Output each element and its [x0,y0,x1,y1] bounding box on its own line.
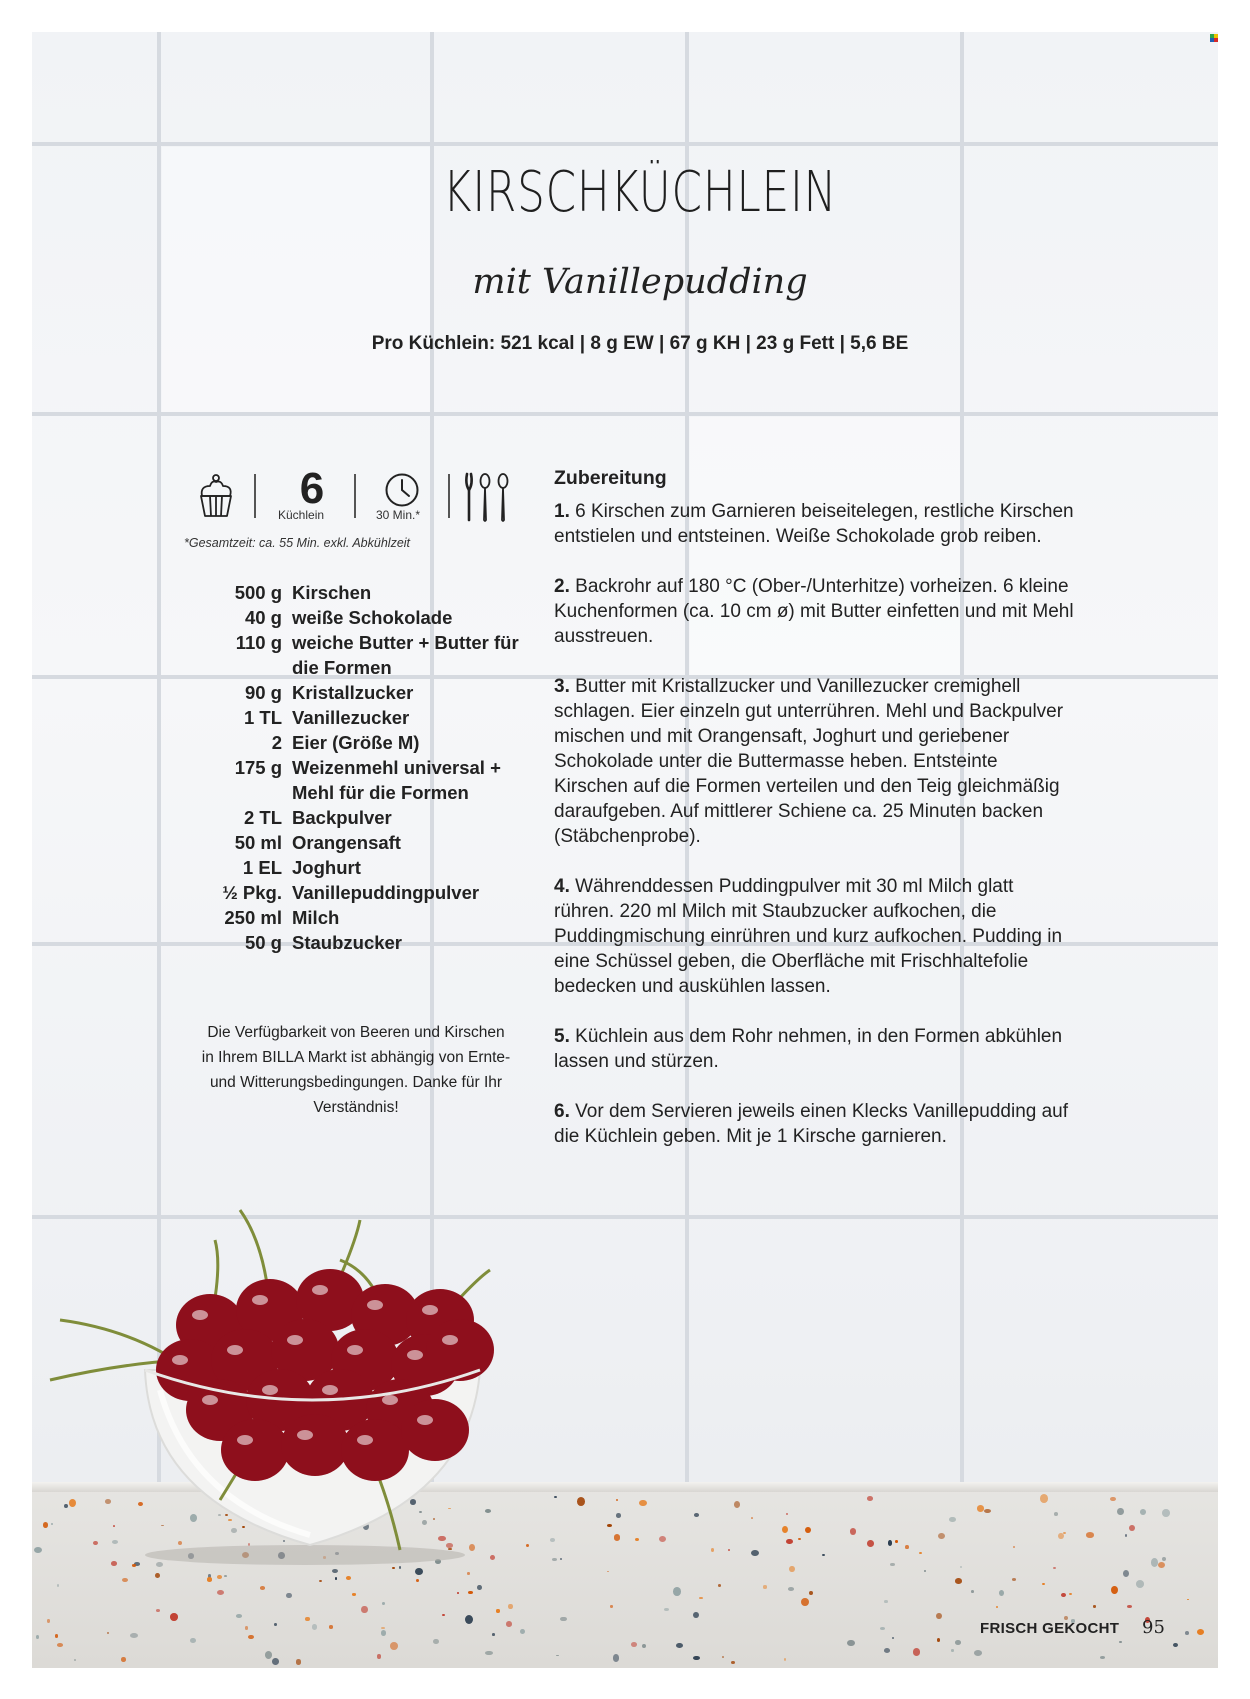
terrazzo-speck [190,1638,196,1644]
ingredient-name: Milch [292,907,340,928]
page-number: 95 [1142,1617,1165,1638]
cherry-highlight [172,1355,188,1365]
terrazzo-speck [913,1648,921,1656]
terrazzo-speck [955,1578,962,1584]
cherry-highlight [227,1345,243,1355]
cherry-highlight [262,1385,278,1395]
terrazzo-speck [1162,1557,1166,1561]
cherry-highlight [407,1350,423,1360]
terrazzo-speck [556,1655,559,1657]
terrazzo-speck [492,1633,495,1636]
terrazzo-speck [361,1606,368,1614]
terrazzo-speck [248,1635,253,1639]
terrazzo-speck [170,1613,177,1621]
ingredient-row [200,930,540,955]
ingredient-amount: 50 ml [234,832,282,853]
ingredient-name: Staubzucker [292,932,403,953]
terrazzo-speck [631,1642,637,1647]
step-text: Backrohr auf 180 °C (Ober-/Unterhitze) vorheizen. 6 kleine Kuchenformen (ca. 10 cm ø) mit Butter einfetten und mit Mehl ausstreuen. [554,576,1074,647]
terrazzo-speck [265,1651,272,1659]
terrazzo-speck [805,1527,811,1533]
cherry-highlight [252,1295,268,1305]
terrazzo-speck [635,1538,639,1541]
terrazzo-speck [614,1534,621,1540]
terrazzo-speck [260,1586,266,1590]
terrazzo-speck [786,1539,792,1544]
terrazzo-speck [610,1605,613,1607]
ingredient-name: Orangensaft [292,832,401,853]
terrazzo-speck [1053,1567,1056,1569]
terrazzo-speck [207,1577,212,1581]
terrazzo-speck [784,1658,787,1661]
terrazzo-speck [346,1576,351,1580]
terrazzo-speck [329,1625,334,1629]
terrazzo-speck [971,1590,974,1593]
terrazzo-speck [305,1617,309,1621]
terrazzo-speck [693,1612,699,1619]
terrazzo-speck [1123,1570,1130,1577]
total-time-note: *Gesamtzeit: ca. 55 Min. exkl. Abkühlzeit [184,536,411,550]
terrazzo-speck [996,1606,999,1608]
terrazzo-speck [951,1649,954,1651]
terrazzo-speck [847,1640,854,1646]
terrazzo-speck [949,1517,956,1523]
ingredient-row [200,880,540,905]
ingredient-list [200,580,540,955]
cherry-highlight [442,1335,458,1345]
terrazzo-speck [465,1615,473,1624]
terrazzo-speck [457,1592,459,1594]
terrazzo-speck [722,1656,725,1658]
terrazzo-speck [217,1575,222,1579]
ingredient-row [200,905,540,930]
ingredient-row [200,680,540,705]
terrazzo-speck [1129,1525,1135,1531]
terrazzo-speck [107,1632,110,1634]
terrazzo-speck [607,1571,609,1572]
cherry-bowl-image [40,1200,560,1570]
preparation-section [554,466,1074,1174]
terrazzo-speck [884,1600,887,1603]
preparation-steps [554,499,1074,1149]
ingredient-name: Kirschen [292,582,372,603]
ingredient-amount: 2 [271,732,282,753]
preparation-step [554,1099,1074,1149]
terrazzo-speck [155,1573,160,1578]
step-number: 4. [554,876,570,897]
terrazzo-speck [381,1630,386,1636]
terrazzo-speck [296,1659,302,1664]
step-text: Vor dem Servieren jeweils einen Klecks Vanillepudding auf die Küchlein geben. Mit je 1 Kirsche garnieren. [554,1101,1069,1147]
cherry [426,1319,494,1381]
ingredient-amount: ½ Pkg. [222,882,282,903]
ingredient-row [200,605,540,630]
terrazzo-speck [938,1533,945,1539]
terrazzo-speck [642,1644,647,1649]
ingredient-name: Joghurt [292,857,361,878]
step-number: 3. [554,676,570,697]
terrazzo-speck [888,1540,893,1546]
terrazzo-speck [55,1634,59,1638]
terrazzo-speck [613,1654,619,1661]
cherry-highlight [367,1300,383,1310]
terrazzo-speck [867,1496,873,1501]
terrazzo-speck [1158,1562,1165,1568]
terrazzo-speck [245,1626,248,1629]
terrazzo-speck [286,1593,291,1598]
ingredient-row [200,705,540,730]
terrazzo-speck [1013,1546,1015,1548]
cupcake-icon [196,472,236,522]
cherry [401,1399,469,1461]
terrazzo-speck [274,1623,277,1626]
terrazzo-speck [955,1640,961,1645]
terrazzo-speck [560,1617,566,1622]
terrazzo-speck [801,1598,809,1606]
terrazzo-speck [496,1609,499,1612]
preparation-heading: Zubereitung [554,467,667,489]
terrazzo-speck [1140,1509,1146,1515]
time-label: 30 Min.* [376,508,421,522]
terrazzo-speck [884,1648,890,1653]
terrazzo-speck [673,1587,681,1596]
terrazzo-speck [319,1580,322,1582]
ingredient-amount: 110 g [235,632,282,653]
cherry-highlight [192,1310,208,1320]
terrazzo-speck [890,1563,894,1566]
terrazzo-speck [659,1536,666,1543]
terrazzo-speck [960,1566,962,1568]
ingredient-amount: 2 TL [243,807,282,828]
cherry-highlight [417,1415,433,1425]
step-number: 1. [554,501,570,522]
terrazzo-speck [905,1545,908,1549]
cutlery-icon [463,472,513,524]
preparation-step [554,874,1074,999]
terrazzo-speck [433,1639,438,1644]
ingredient-amount: 40 g [244,607,282,628]
terrazzo-speck [1187,1599,1189,1601]
terrazzo-speck [352,1593,356,1596]
step-number: 2. [554,576,570,597]
terrazzo-speck [1110,1497,1115,1501]
terrazzo-speck [1197,1629,1204,1635]
cherry-highlight [312,1285,328,1295]
cherry-highlight [287,1335,303,1345]
ingredient-row [200,755,540,805]
ingredient-name: Kristallzucker [292,682,414,703]
terrazzo-speck [57,1643,63,1647]
ingredient-amount: 250 ml [224,907,282,928]
ingredient-amount: 1 TL [243,707,282,728]
terrazzo-speck [734,1501,740,1508]
cherry-highlight [422,1305,438,1315]
terrazzo-speck [974,1650,982,1656]
ingredient-amount: 90 g [244,682,282,703]
terrazzo-speck [1086,1532,1094,1538]
terrazzo-speck [1069,1593,1071,1595]
terrazzo-speck [272,1658,279,1665]
ingredient-amount: 175 g [234,757,282,778]
terrazzo-speck [809,1591,813,1595]
ingredient-row [200,830,540,855]
preparation-step [554,499,1074,549]
terrazzo-speck [822,1554,825,1557]
clock-icon [384,472,420,508]
ingredient-row [200,580,540,605]
step-text: Währenddessen Puddingpulver mit 30 ml Milch glatt rühren. 220 ml Milch mit Staubzucker aufkochen, die Puddingmischung einrühren und kurz aufkochen. Pudding in eine Schüssel geben, die Oberfläche mit Frischhaltefolie bedecken und auskühlen lassen. [554,876,1063,997]
terrazzo-speck [616,1499,619,1501]
cherry-highlight [297,1430,313,1440]
terrazzo-speck [788,1587,794,1591]
terrazzo-speck [382,1602,385,1605]
step-text: Butter mit Kristallzucker und Vanillezucker cremighell schlagen. Eier einzeln gut unterrühren. Mehl und Backpulver mischen und mit Orangensaft, Joghurt und geriebener Schokolade unter die Buttermasse heben. Entsteinte Kirschen auf die Formen verteilen und den Teig gleichmäßig daraufgeben. Auf mittlerer Schiene ca. 25 Minuten backen (Stäbchenprobe). [554,676,1064,847]
cherry-highlight [357,1435,373,1445]
nutrition-info: Pro Küchlein: 521 kcal | 8 g EW | 67 g KH | 23 g Fett | 5,6 BE [371,333,909,354]
terrazzo-speck [506,1621,512,1627]
ingredient-name: Vanillepuddingpulver [292,882,480,903]
terrazzo-speck [763,1585,767,1588]
ingredient-name: weiße Schokolade [292,607,453,628]
terrazzo-speck [468,1591,473,1594]
terrazzo-speck [47,1619,50,1622]
terrazzo-speck [731,1661,735,1664]
terrazzo-speck [798,1538,801,1540]
ingredient-name: Backpulver [292,807,392,828]
terrazzo-speck [789,1566,794,1572]
cherry [221,1419,289,1481]
terrazzo-speck [607,1524,612,1527]
ingredient-name: Weizenmehl universal + Mehl für die Formen [292,757,501,803]
terrazzo-speck [616,1513,622,1518]
availability-note: Die Verfügbarkeit von Beeren und Kirschen in Ihrem BILLA Markt ist abhängig von Ernte- und Witterungsbedingungen. Danke für Ihr Verständnis! [201,1024,511,1116]
ingredient-row [200,805,540,830]
terrazzo-speck [312,1624,318,1630]
footer-section-label: FRISCH GEKOCHT [980,1620,1120,1637]
terrazzo-speck [485,1651,493,1656]
terrazzo-speck [1173,1643,1178,1647]
terrazzo-speck [693,1656,700,1661]
cherry-highlight [237,1435,253,1445]
terrazzo-speck [224,1575,227,1577]
terrazzo-speck [1100,1656,1105,1659]
terrazzo-speck [381,1627,384,1629]
terrazzo-speck [718,1584,721,1587]
step-number: 5. [554,1026,570,1047]
terrazzo-speck [520,1629,525,1634]
terrazzo-speck [335,1577,337,1579]
terrazzo-speck [1042,1583,1045,1586]
portions-label: Küchlein [278,508,325,522]
ingredient-name: Eier (Größe M) [292,732,420,753]
terrazzo-speck [377,1654,382,1659]
terrazzo-speck [999,1590,1004,1596]
terrazzo-speck [442,1614,445,1616]
color-mark-icon [1210,34,1218,42]
terrazzo-speck [1117,1508,1124,1515]
terrazzo-speck [1136,1580,1144,1588]
terrazzo-speck [1119,1641,1122,1644]
terrazzo-speck [1185,1631,1189,1635]
terrazzo-speck [751,1517,753,1519]
terrazzo-speck [577,1497,585,1506]
ingredient-row [200,630,540,680]
portions-number: 6 [299,464,325,513]
terrazzo-speck [924,1570,926,1572]
terrazzo-speck [1012,1578,1016,1581]
terrazzo-speck [919,1552,922,1554]
ingredient-amount: 500 g [234,582,282,603]
cherry [341,1419,409,1481]
preparation-step [554,574,1074,649]
terrazzo-speck [1061,1593,1066,1597]
terrazzo-speck [1040,1494,1048,1503]
terrazzo-speck [416,1579,419,1582]
terrazzo-speck [1093,1605,1096,1607]
terrazzo-speck [130,1633,138,1638]
terrazzo-speck [664,1608,669,1611]
terrazzo-speck [895,1540,898,1543]
terrazzo-speck [156,1609,160,1612]
step-number: 6. [554,1101,570,1122]
terrazzo-speck [711,1548,715,1552]
cherry-highlight [322,1385,338,1395]
terrazzo-speck [477,1585,482,1590]
cherry [281,1414,349,1476]
terrazzo-speck [1151,1558,1158,1567]
ingredient-name: Vanillezucker [292,707,410,728]
terrazzo-speck [467,1572,469,1575]
terrazzo-speck [217,1590,225,1596]
ingredient-name: weiche Butter + Butter für die Formen [292,632,519,678]
terrazzo-speck [57,1584,59,1587]
terrazzo-speck [1063,1532,1066,1534]
terrazzo-speck [936,1613,942,1619]
cherry-highlight [202,1395,218,1405]
terrazzo-speck [786,1513,788,1515]
ingredient-amount: 1 EL [242,857,282,878]
ingredient-row [200,855,540,880]
terrazzo-speck [639,1500,647,1506]
terrazzo-speck [782,1526,789,1534]
terrazzo-speck [728,1549,731,1551]
cherry-highlight [382,1395,398,1405]
terrazzo-speck [1054,1512,1059,1516]
terrazzo-speck [892,1637,895,1639]
terrazzo-speck [560,1558,563,1560]
terrazzo-speck [122,1578,128,1582]
terrazzo-speck [937,1638,941,1642]
terrazzo-speck [1111,1586,1118,1594]
terrazzo-speck [390,1642,398,1650]
terrazzo-speck [984,1509,991,1513]
terrazzo-speck [850,1528,857,1535]
preparation-step [554,674,1074,849]
recipe-title: KIRSCHKÜCHLEIN [442,160,838,225]
terrazzo-speck [880,1627,885,1630]
terrazzo-speck [751,1550,759,1556]
terrazzo-speck [1127,1605,1132,1608]
ingredient-amount: 50 g [244,932,282,953]
terrazzo-speck [699,1597,702,1599]
terrazzo-speck [694,1513,699,1517]
terrazzo-speck [1162,1509,1170,1517]
terrazzo-speck [508,1604,512,1609]
terrazzo-speck [1125,1534,1127,1537]
terrazzo-speck [36,1635,39,1639]
preparation-step [554,1024,1074,1074]
terrazzo-speck [236,1614,242,1618]
step-text: Küchlein aus dem Rohr nehmen, in den Formen abkühlen lassen und stürzen. [554,1026,1063,1072]
cherry-highlight [347,1345,363,1355]
ingredient-row [200,730,540,755]
terrazzo-speck [121,1657,126,1661]
terrazzo-speck [74,1659,76,1661]
terrazzo-speck [676,1643,683,1648]
terrazzo-speck [867,1540,874,1546]
step-text: 6 Kirschen zum Garnieren beiseitelegen, restliche Kirschen entstielen und entsteinen. Weiße Schokolade grob reiben. [554,501,1074,547]
recipe-subtitle: mit Vanillepudding [472,262,808,302]
